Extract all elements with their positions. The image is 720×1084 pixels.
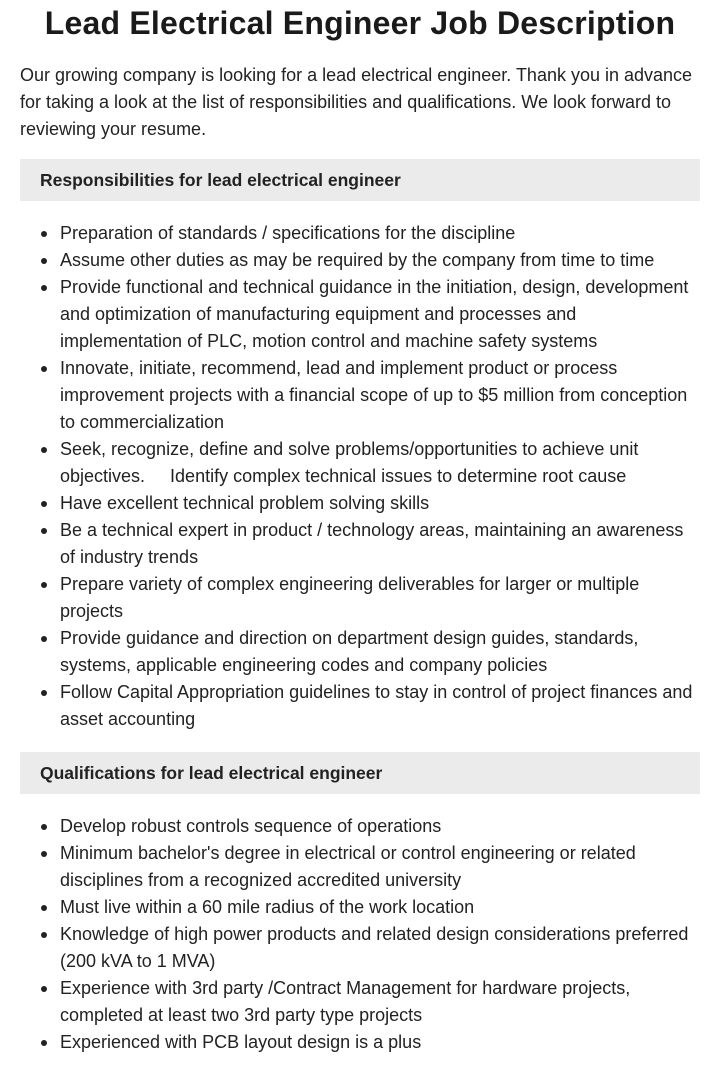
qualification-text: Experience with 3rd party /Contract Management for hardware projects, completed at least two 3rd party type projects <box>60 978 631 1025</box>
responsibility-text: Have excellent technical problem solving skills <box>60 493 430 513</box>
responsibility-item <box>20 436 700 490</box>
responsibility-item <box>20 247 700 274</box>
bullet-icon <box>41 366 47 372</box>
qualification-item <box>20 921 700 975</box>
qualifications-list <box>20 813 700 1056</box>
responsibility-text: Preparation of standards / specifications for the discipline <box>60 223 516 243</box>
responsibilities-list <box>20 220 700 733</box>
page-title: Lead Electrical Engineer Job Description <box>44 5 676 41</box>
bullet-icon <box>41 285 47 291</box>
qualification-item <box>20 894 700 921</box>
responsibility-item <box>20 274 700 355</box>
bullet-icon <box>41 636 47 642</box>
qualification-text: Experienced with PCB layout design is a plus <box>60 1032 422 1052</box>
responsibilities-heading: Responsibilities for lead electrical engineer <box>20 159 700 201</box>
responsibility-text: Be a technical expert in product / technology areas, maintaining an awareness of industry trends <box>60 520 684 567</box>
responsibility-item <box>20 490 700 517</box>
responsibility-item <box>20 625 700 679</box>
bullet-icon <box>41 986 47 992</box>
responsibility-text: Assume other duties as may be required by the company from time to time <box>60 250 655 270</box>
bullet-icon <box>41 824 47 830</box>
responsibility-item <box>20 679 700 733</box>
responsibility-text: Follow Capital Appropriation guidelines to stay in control of project finances and asset accounting <box>60 682 693 729</box>
bullet-icon <box>41 690 47 696</box>
bullet-icon <box>41 851 47 857</box>
qualifications-heading: Qualifications for lead electrical engineer <box>20 752 700 794</box>
responsibility-item <box>20 571 700 625</box>
qualification-text: Knowledge of high power products and related design considerations preferred (200 kVA to 1 MVA) <box>60 924 689 971</box>
responsibility-text: Innovate, initiate, recommend, lead and implement product or process improvement projects with a financial scope of up to $5 million from conception to commercialization <box>60 358 688 432</box>
bullet-icon <box>41 528 47 534</box>
responsibility-item <box>20 355 700 436</box>
qualification-item <box>20 813 700 840</box>
qualification-text: Develop robust controls sequence of operations <box>60 816 442 836</box>
bullet-icon <box>41 231 47 237</box>
responsibility-item <box>20 220 700 247</box>
bullet-icon <box>41 905 47 911</box>
qualification-item <box>20 1029 700 1056</box>
bullet-icon <box>41 1040 47 1046</box>
bullet-icon <box>41 447 47 453</box>
qualification-text: Must live within a 60 mile radius of the work location <box>60 897 475 917</box>
responsibility-text: Prepare variety of complex engineering deliverables for larger or multiple projects <box>60 574 640 621</box>
responsibility-text: Seek, recognize, define and solve problems/opportunities to achieve unit objectives. Identify complex technical issues to determine root cause <box>60 439 639 486</box>
responsibility-item <box>20 517 700 571</box>
bullet-icon <box>41 582 47 588</box>
bullet-icon <box>41 932 47 938</box>
qualification-item <box>20 975 700 1029</box>
responsibility-text: Provide guidance and direction on department design guides, standards, systems, applicable engineering codes and company policies <box>60 628 639 675</box>
bullet-icon <box>41 501 47 507</box>
intro-paragraph: Our growing company is looking for a lead electrical engineer. Thank you in advance for taking a look at the list of responsibilities and qualifications. We look forward to reviewing your resume. <box>20 65 693 139</box>
qualification-item <box>20 840 700 894</box>
responsibility-text: Provide functional and technical guidance in the initiation, design, development and optimization of manufacturing equipment and processes and implementation of PLC, motion control and machine safety systems <box>60 277 689 351</box>
qualification-text: Minimum bachelor's degree in electrical or control engineering or related disciplines from a recognized accredited university <box>60 843 636 890</box>
bullet-icon <box>41 258 47 264</box>
